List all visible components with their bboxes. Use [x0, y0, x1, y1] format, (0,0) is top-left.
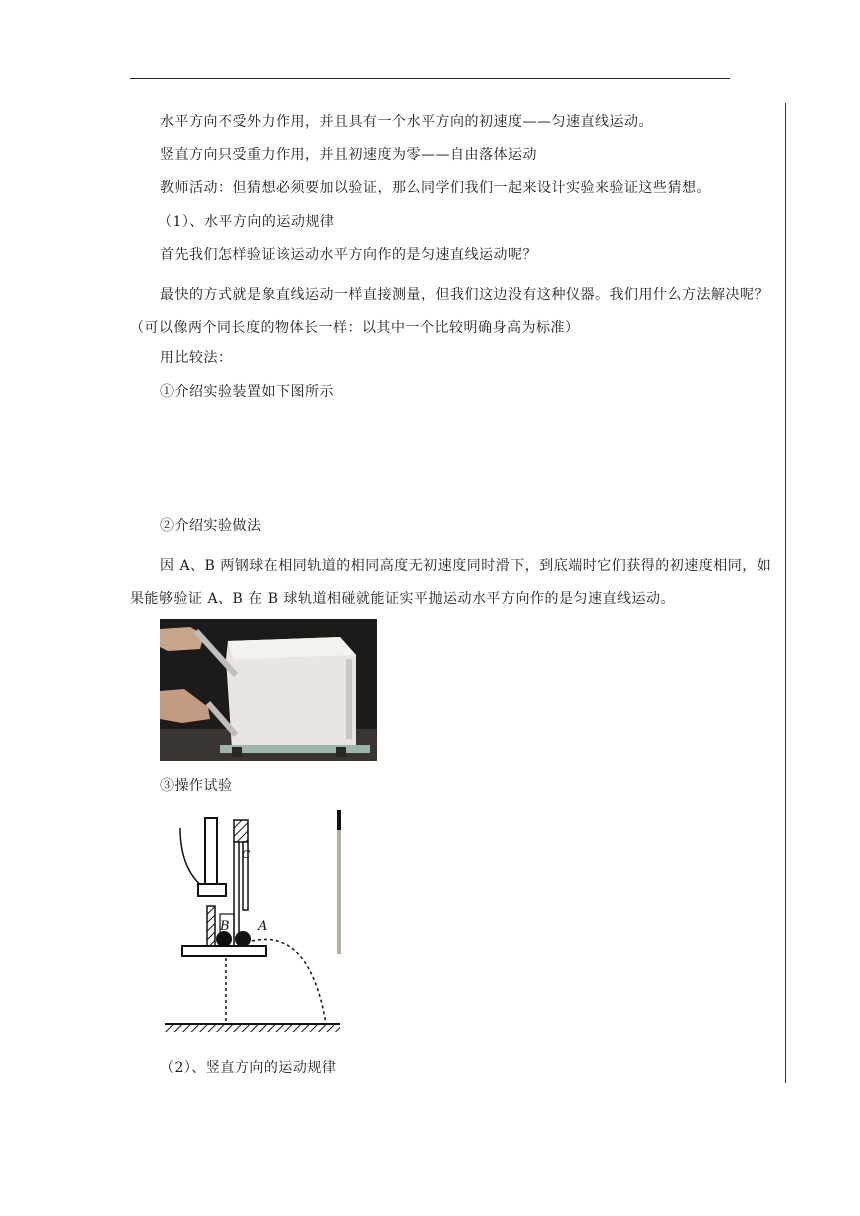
paragraph: 竖直方向只受重力作用，并且初速度为零——自由落体运动: [160, 147, 537, 163]
paragraph: 用比较法：: [160, 350, 233, 366]
experiment-diagram-drawing: [160, 808, 350, 1038]
margin-rule: [785, 103, 786, 1083]
apparatus-photo: [160, 619, 377, 761]
label-b: B: [220, 919, 230, 934]
label-a: A: [258, 919, 268, 934]
section-heading: （2）、竖直方向的运动规律: [160, 1060, 337, 1076]
paragraph: 因 A、B 两钢球在相同轨道的相同高度无初速度同时滑下，到底端时它们获得的初速度相同，如果能够验证 A、B 在 B 球轨道相碰就能证实平抛运动水平方向作的是匀速直线运动。: [130, 558, 772, 607]
paragraph: 最快的方式就是象直线运动一样直接测量，但我们这边没有这种仪器。我们用什么方法解决呢？（可以像两个同长度的物体长一样：以其中一个比较明确身高为标准）: [130, 287, 769, 336]
paragraph: ③操作试验: [160, 778, 233, 794]
ball-a: [235, 931, 251, 947]
paragraph: 教师活动：但猜想必须要加以验证，那么同学们我们一起来设计实验来验证这些猜想。: [160, 180, 711, 196]
paragraph: ①介绍实验装置如下图所示: [160, 384, 334, 400]
experiment-diagram: [160, 808, 350, 1038]
label-c: C: [242, 848, 251, 861]
section-heading: （1）、水平方向的运动规律: [158, 214, 335, 230]
scale-bar: [336, 810, 342, 954]
apparatus-photo-drawing: [160, 619, 377, 761]
header-rule: [130, 78, 730, 79]
paragraph: ②介绍实验做法: [160, 518, 262, 534]
paragraph: 水平方向不受外力作用，并且具有一个水平方向的初速度——匀速直线运动。: [160, 114, 653, 130]
paragraph: 首先我们怎样验证该运动水平方向作的是匀速直线运动呢？: [160, 247, 537, 263]
